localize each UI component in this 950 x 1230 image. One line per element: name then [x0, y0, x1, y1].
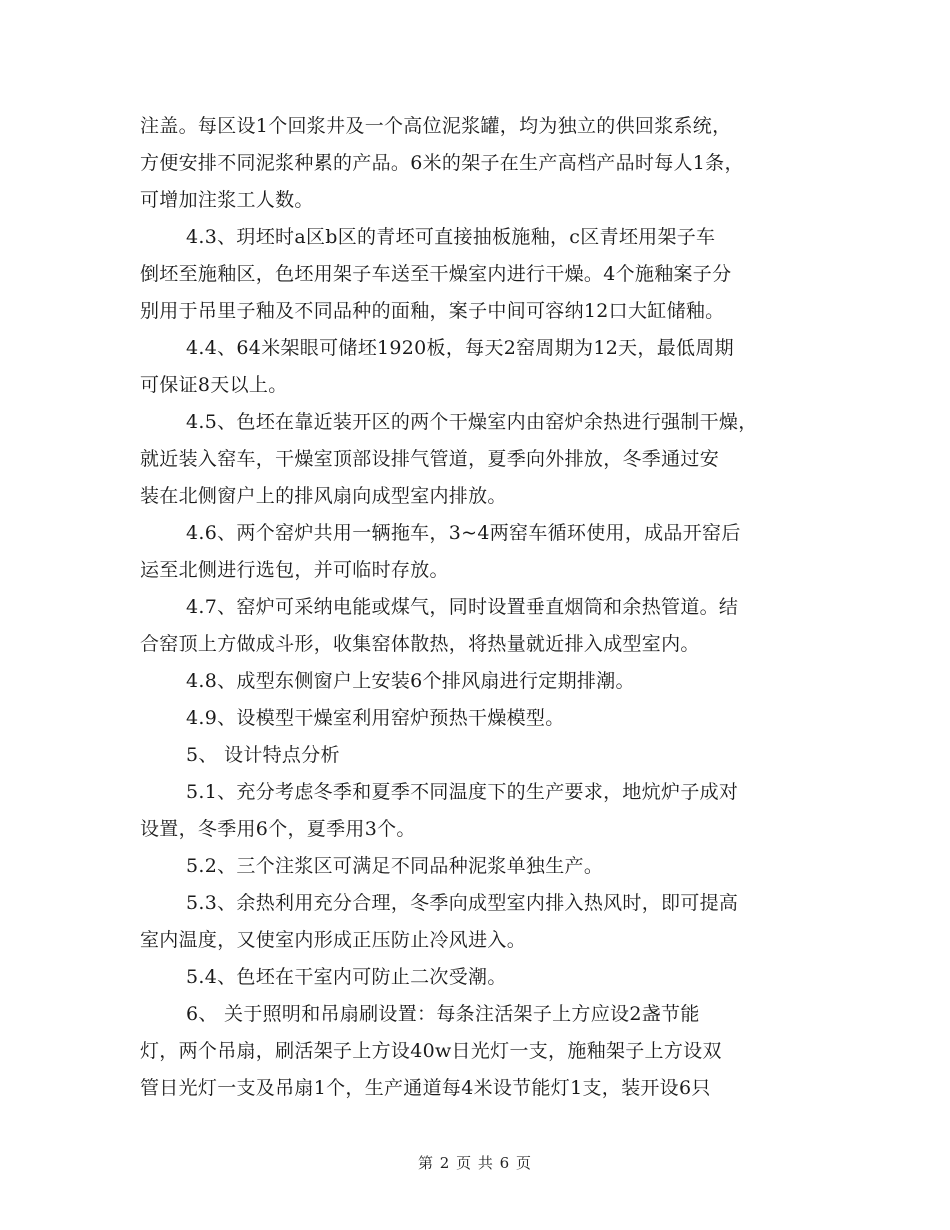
page-footer: 第 2 页 共 6 页: [418, 1154, 532, 1172]
document-body: [140, 108, 820, 1107]
text-line: 倒坯至施釉区，色坯用架子车送至干燥室内进行干燥。4个施釉案子分: [140, 263, 732, 285]
text-line: 运至北侧进行选包，并可临时存放。: [140, 559, 449, 581]
text-line: 5、 设计特点分析: [186, 744, 340, 766]
text-line: 4.7、窑炉可采纳电能或煤气，同时设置垂直烟筒和余热管道。结: [186, 596, 739, 618]
text-line: 装在北侧窗户上的排风扇向成型室内排放。: [140, 485, 507, 507]
text-line: 室内温度，又使室内形成正压防止冷风进入。: [140, 929, 527, 951]
text-line: 注盖。每区设1个回浆井及一个高位泥浆罐，均为独立的供回浆系统，: [140, 115, 732, 137]
text-line: 6、 关于照明和吊扇刷设置：每条注活架子上方应设2盏节能: [186, 1003, 700, 1025]
text-line: 4.3、玥坯时a区b区的青坯可直接抽板施釉，c区青坯用架子车: [186, 226, 716, 248]
text-line: 设置，冬季用6个，夏季用3个。: [140, 818, 416, 840]
text-line: 4.5、色坯在靠近装开区的两个干燥室内由窑炉余热进行强制干燥，: [186, 411, 758, 433]
text-line: 5.1、充分考虑冬季和夏季不同温度下的生产要求，地炕炉子成对: [186, 781, 739, 803]
text-line: 4.9、设模型干燥室利用窑炉预热干燥模型。: [186, 707, 565, 729]
text-line: 4.4、64米架眼可储坯1920板，每天2窑周期为12天，最低周期: [186, 337, 734, 359]
text-line: 管日光灯一支及吊扇1个，生产通道每4米设节能灯1支，装开设6只: [140, 1077, 711, 1099]
text-line: 合窑顶上方做成斗形，收集窑体散热，将热量就近排入成型室内。: [140, 633, 700, 655]
text-line: 可增加注浆工人数。: [140, 189, 314, 211]
text-line: 灯，两个吊扇，刷活架子上方设40w日光灯一支，施釉架子上方设双: [140, 1040, 722, 1062]
text-line: 4.6、两个窑炉共用一辆拖车，3~4两窑车循环使用，成品开窑后: [186, 522, 741, 544]
text-line: 5.4、色坯在干室内可防止二次受潮。: [186, 966, 507, 988]
text-line: 方便安排不同泥浆种累的产品。6米的架子在生产高档产品时每人1条，: [140, 152, 744, 174]
text-line: 就近装入窑车，干燥室顶部设排气管道，夏季向外排放，冬季通过安: [140, 448, 720, 470]
text-line: 5.3、余热利用充分合理，冬季向成型室内排入热风时，即可提高: [186, 892, 739, 914]
text-line: 5.2、三个注浆区可满足不同品种泥浆单独生产。: [186, 855, 604, 877]
text-line: 4.8、成型东侧窗户上安装6个排风扇进行定期排潮。: [186, 670, 635, 692]
text-line: 别用于吊里子釉及不同品种的面釉，案子中间可容纳12口大缸储釉。: [140, 300, 725, 322]
text-line: 可保证8天以上。: [140, 374, 288, 396]
